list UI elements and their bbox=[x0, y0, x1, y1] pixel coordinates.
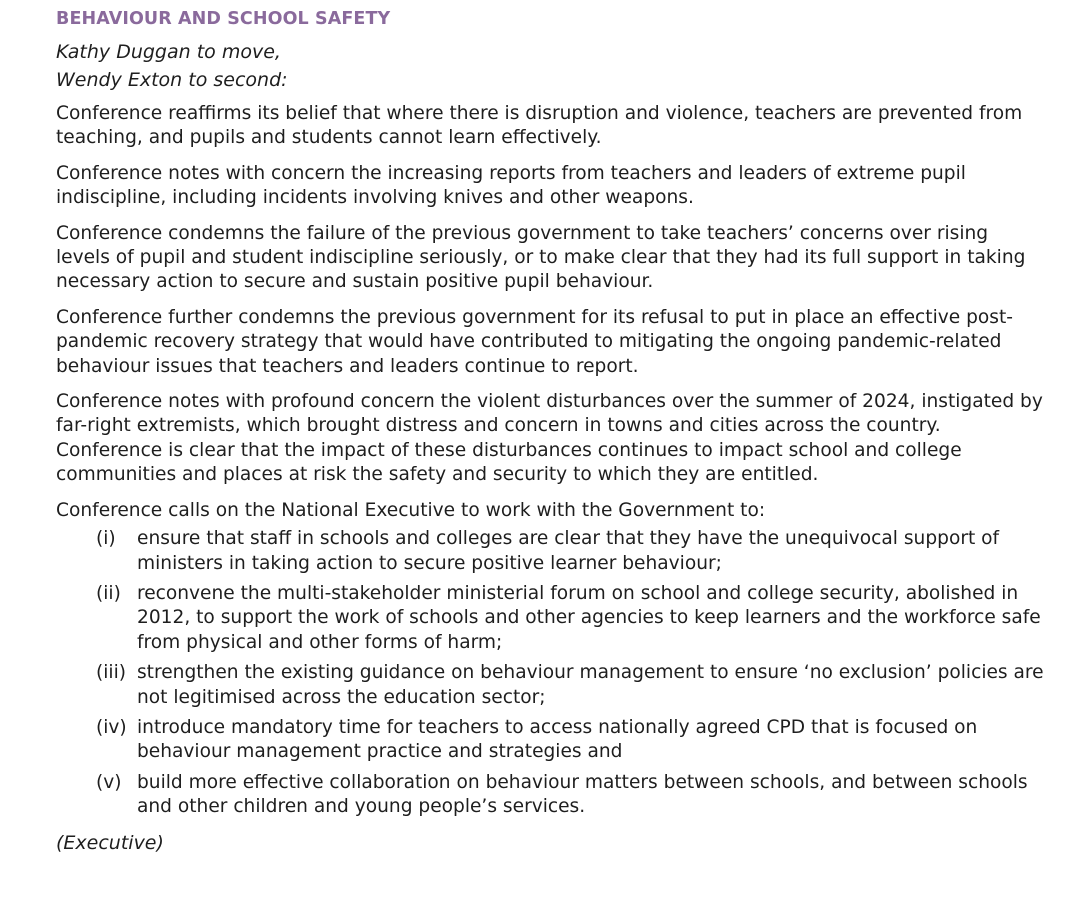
proposer-line: (Executive) bbox=[56, 831, 164, 854]
motion-title: BEHAVIOUR AND SCHOOL SAFETY bbox=[56, 9, 391, 29]
calls-intro: Conference calls on the National Executive to work with the Government to: bbox=[56, 499, 766, 521]
motion-paragraph: Conference notes with profound concern the violent disturbances over the summer of 2024, instigated by far-right extremists, which brought distress and concern in towns and cities across the country. Conference is clear that the impact of these disturbances continues to impact school and college communities and places at risk the safety and security to which they are entitled. bbox=[56, 391, 1043, 486]
call-numeral: (iv) bbox=[96, 716, 127, 738]
seconder-line: Wendy Exton to second: bbox=[56, 69, 288, 91]
call-numeral: (i) bbox=[96, 528, 116, 550]
call-item bbox=[96, 771, 1044, 820]
mover-line: Kathy Duggan to move, bbox=[56, 41, 281, 63]
call-item bbox=[96, 582, 1044, 655]
call-text: introduce mandatory time for teachers to access nationally agreed CPD that is focused on behaviour management practice and strategies and bbox=[137, 716, 978, 763]
call-item bbox=[96, 716, 1044, 765]
call-numeral: (iii) bbox=[96, 662, 127, 684]
call-text: strengthen the existing guidance on behaviour management to ensure ‘no exclusion’ policies are not legitimised across the education sector; bbox=[137, 662, 1044, 708]
call-numeral: (ii) bbox=[96, 582, 121, 604]
call-item bbox=[96, 661, 1044, 710]
call-item bbox=[96, 527, 1044, 576]
motion-paragraph: Conference condemns the failure of the previous government to take teachers’ concerns over rising levels of pupil and student indiscipline seriously, or to make clear that they had its full support in taking necessary action to secure and sustain positive pupil behaviour. bbox=[56, 222, 1026, 293]
motion-paragraph: Conference notes with concern the increasing reports from teachers and leaders of extreme pupil indiscipline, including incidents involving knives and other weapons. bbox=[56, 162, 966, 209]
call-text: ensure that staff in schools and colleges are clear that they have the unequivocal support of ministers in taking action to secure positive learner behaviour; bbox=[137, 528, 1000, 574]
call-text: reconvene the multi-stakeholder ministerial forum on school and college security, abolished in 2012, to support the work of schools and other agencies to keep learners and the workforce safe from physical and other forms of harm; bbox=[137, 582, 1041, 653]
motion-paragraph: Conference further condemns the previous government for its refusal to put in place an effective post-pandemic recovery strategy that would have contributed to mitigating the ongoing pandemic-related behaviour issues that teachers and leaders continue to report. bbox=[56, 306, 1013, 377]
calls-list bbox=[56, 527, 1044, 819]
motion-paragraph: Conference reaffirms its belief that where there is disruption and violence, teachers are prevented from teaching, and pupils and students cannot learn effectively. bbox=[56, 103, 1023, 149]
call-numeral: (v) bbox=[96, 771, 122, 793]
call-text: build more effective collaboration on behaviour matters between schools, and between schools and other children and young people’s services. bbox=[137, 771, 1028, 818]
